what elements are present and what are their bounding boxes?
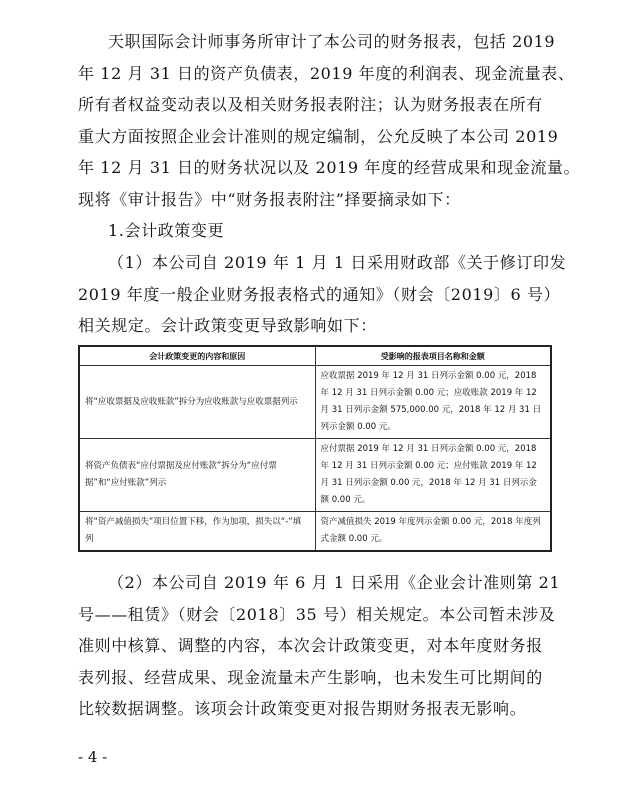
item1-paragraph xyxy=(78,247,567,342)
item2-line: （2）本公司自 2019 年 6 月 1 日采用《企业会计准则第 21 xyxy=(108,573,561,592)
policy-change-table xyxy=(78,345,552,552)
table-row xyxy=(79,439,551,512)
item2-paragraph xyxy=(78,567,561,725)
table-cell-effect: 应付票据 2019 年 12 月 31 日列示金额 0.00 元，2018 年 12 月 31 日列示金额 0.00 元；应付账款 2019 年 12 月 31 日列示金额 0.00 元，2018 年 12 月 31 日列示金额 0.00 元。 xyxy=(315,439,551,512)
section-heading-text: 1.会计政策变更 xyxy=(108,221,225,240)
table-cell-cause: 将“资产减值损失”项目位置下移，作为加项，损失以“-”填列 xyxy=(79,512,315,552)
item1-line: （1）本公司自 2019 年 1 月 1 日采用财政部《关于修订印发 xyxy=(108,253,567,272)
section-heading xyxy=(78,215,558,247)
item2-line: 表列报、经营成果、现金流量未产生影响，也未发生可比期间的 xyxy=(78,667,543,687)
intro-line: 现将《审计报告》中“财务报表附注”择要摘录如下： xyxy=(78,189,461,209)
intro-line: 所有者权益变动表以及相关财务报表附注；认为财务报表在所有 xyxy=(78,95,543,114)
item1-line: 2019 年度一般企业财务报表格式的通知》（财会〔2019〕6 号） xyxy=(78,284,561,304)
intro-line: 年 12 月 31 日的财务状况以及 2019 年度的经营成果和现金流量。 xyxy=(78,158,581,177)
table-cell-cause: 将“应收票据及应收账款”拆分为应收账款与应收票据列示 xyxy=(79,366,315,439)
item2-line: 号——租赁》（财会〔2018〕35 号）相关规定。本公司暂未涉及 xyxy=(78,604,556,624)
table-header-row xyxy=(79,346,551,366)
table-row xyxy=(79,366,551,439)
intro-line: 年 12 月 31 日的资产负债表，2019 年度的利润表、现金流量表、 xyxy=(78,63,575,83)
intro-line: 天职国际会计师事务所审计了本公司的财务报表，包括 2019 xyxy=(108,32,556,51)
table-header-cell: 受影响的报表项目名称和金额 xyxy=(315,346,551,366)
table-header-cell: 会计政策变更的内容和原因 xyxy=(79,346,315,366)
table-row xyxy=(79,512,551,552)
intro-line: 重大方面按照企业会计准则的规定编制，公允反映了本公司 2019 xyxy=(78,126,559,146)
table-cell-cause: 将资产负债表“应付票据及应付账款”拆分为“应付票据”和“应付账款”列示 xyxy=(79,439,315,512)
intro-paragraph xyxy=(78,26,581,215)
table-cell-effect: 应收票据 2019 年 12 月 31 日列示金额 0.00 元，2018 年 12 月 31 日列示金额 0.00 元；应收账款 2019 年 12 月 31 日列示金额 575,000.00 元，2018 年 12 月 31 日列示金额 0.00 元。 xyxy=(315,366,551,439)
item2-line: 准则中核算、调整的内容，本次会计政策变更，对本年度财务报 xyxy=(78,636,543,655)
page-number: - 4 - xyxy=(78,748,108,766)
item2-line: 比较数据调整。该项会计政策变更对报告期财务报表无影响。 xyxy=(78,699,527,718)
item1-line: 相关规定。会计政策变更导致影响如下： xyxy=(78,316,377,335)
table-cell-effect: 资产减值损失 2019 年度列示金额 0.00 元，2018 年度列式金额 0.00 元。 xyxy=(315,512,551,552)
